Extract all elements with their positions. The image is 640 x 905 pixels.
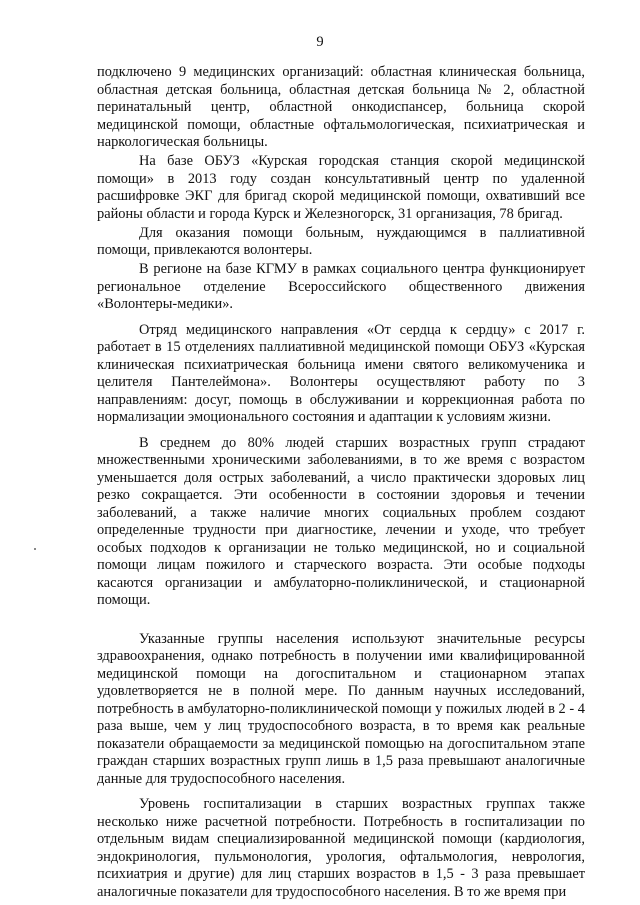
- document-body: [97, 64, 585, 901]
- page-number: 9: [316, 34, 324, 50]
- scan-speck: [34, 548, 36, 550]
- paragraph-volunteers: Для оказания помощи больным, нуждающимся в паллиативной помощи, привлекаются волонтеры.: [97, 224, 585, 258]
- paragraph-resource-needs: Указанные группы населения используют значительные ресурсы здравоохранения, однако потребность в получении ими квалифицированной медицинской помощи на догоспитальном и стационарном этапах удовлетворяется не в полной мере. По данным научных исследований, потребность в амбулаторно-поликлинической помощи у пожилых людей в 2 - 4 раза выше, чем у лиц трудоспособного возраста, в то время как реальные показатели обращаемости за медицинской помощью на догоспитальном этапе граждан старших возрастных групп лишь в 1,5 раза превышают аналогичные данные для трудоспособного населения.: [97, 630, 585, 787]
- paragraph-regional-branch: В регионе на базе КГМУ в рамках социального центра функционирует региональное отделение Всероссийского общественного движения «Волонтеры-медики».: [97, 261, 585, 312]
- paragraph-volunteer-squad: Отряд медицинского направления «От сердца к сердцу» с 2017 г. работает в 15 отделениях паллиативной медицинской помощи ОБУЗ «Курская клиническая психиатрическая больница имени святого великомученика и целителя Пантелеймона». Волонтеры осуществляют работу по 3 направлениям: досуг, помощь в обслуживании и коррекционная работа по нормализации эмоционального состояния и адаптации к условиям жизни.: [97, 321, 585, 425]
- paragraph-continuation: подключено 9 медицинских организаций: областная клиническая больница, областная детская больница, областная детская больница № 2, областной перинатальный центр, областной онкодиспансер, больница скорой медицинской помощи, областные офтальмологическая, психиатрическая и наркологическая больницы.: [97, 64, 585, 150]
- paragraph-ekg-center: На базе ОБУЗ «Курская городская станция скорой медицинской помощи» в 2013 году создан консультативный центр по удаленной расшифровке ЭКГ для бригад скорой медицинской помощи, охвативший все районы области и города Курск и Железногорск, 31 организация, 78 бригад.: [97, 153, 585, 222]
- paragraph-hospitalization: Уровень госпитализации в старших возрастных группах также несколько ниже расчетной потребности. Потребность в госпитализации по отдельным видам специализированной медицинской помощи (кардиология, эндокринология, пульмонология, урология, офтальмология, неврология, психиатрия и другие) для лиц старших возрастов в 1,5 - 3 раза превышает аналогичные показатели для трудоспособного населения. В то же время при: [97, 796, 585, 900]
- paragraph-chronic-diseases: В среднем до 80% людей старших возрастных групп страдают множественными хроническими заболеваниями, в то же время с возрастом уменьшается доля острых заболеваний, а число практически здоровых лиц резко сокращается. Эти особенности в состоянии здоровья и течении заболеваний, а также наличие многих социальных проблем создают определенные трудности при диагностике, лечении и уходе, что требует особых подходов к организации не только медицинской, но и социальной помощи лицам пожилого и старческого возраста. Эти особые подходы касаются организации и амбулаторно-поликлинической, и стационарной помощи.: [97, 434, 585, 608]
